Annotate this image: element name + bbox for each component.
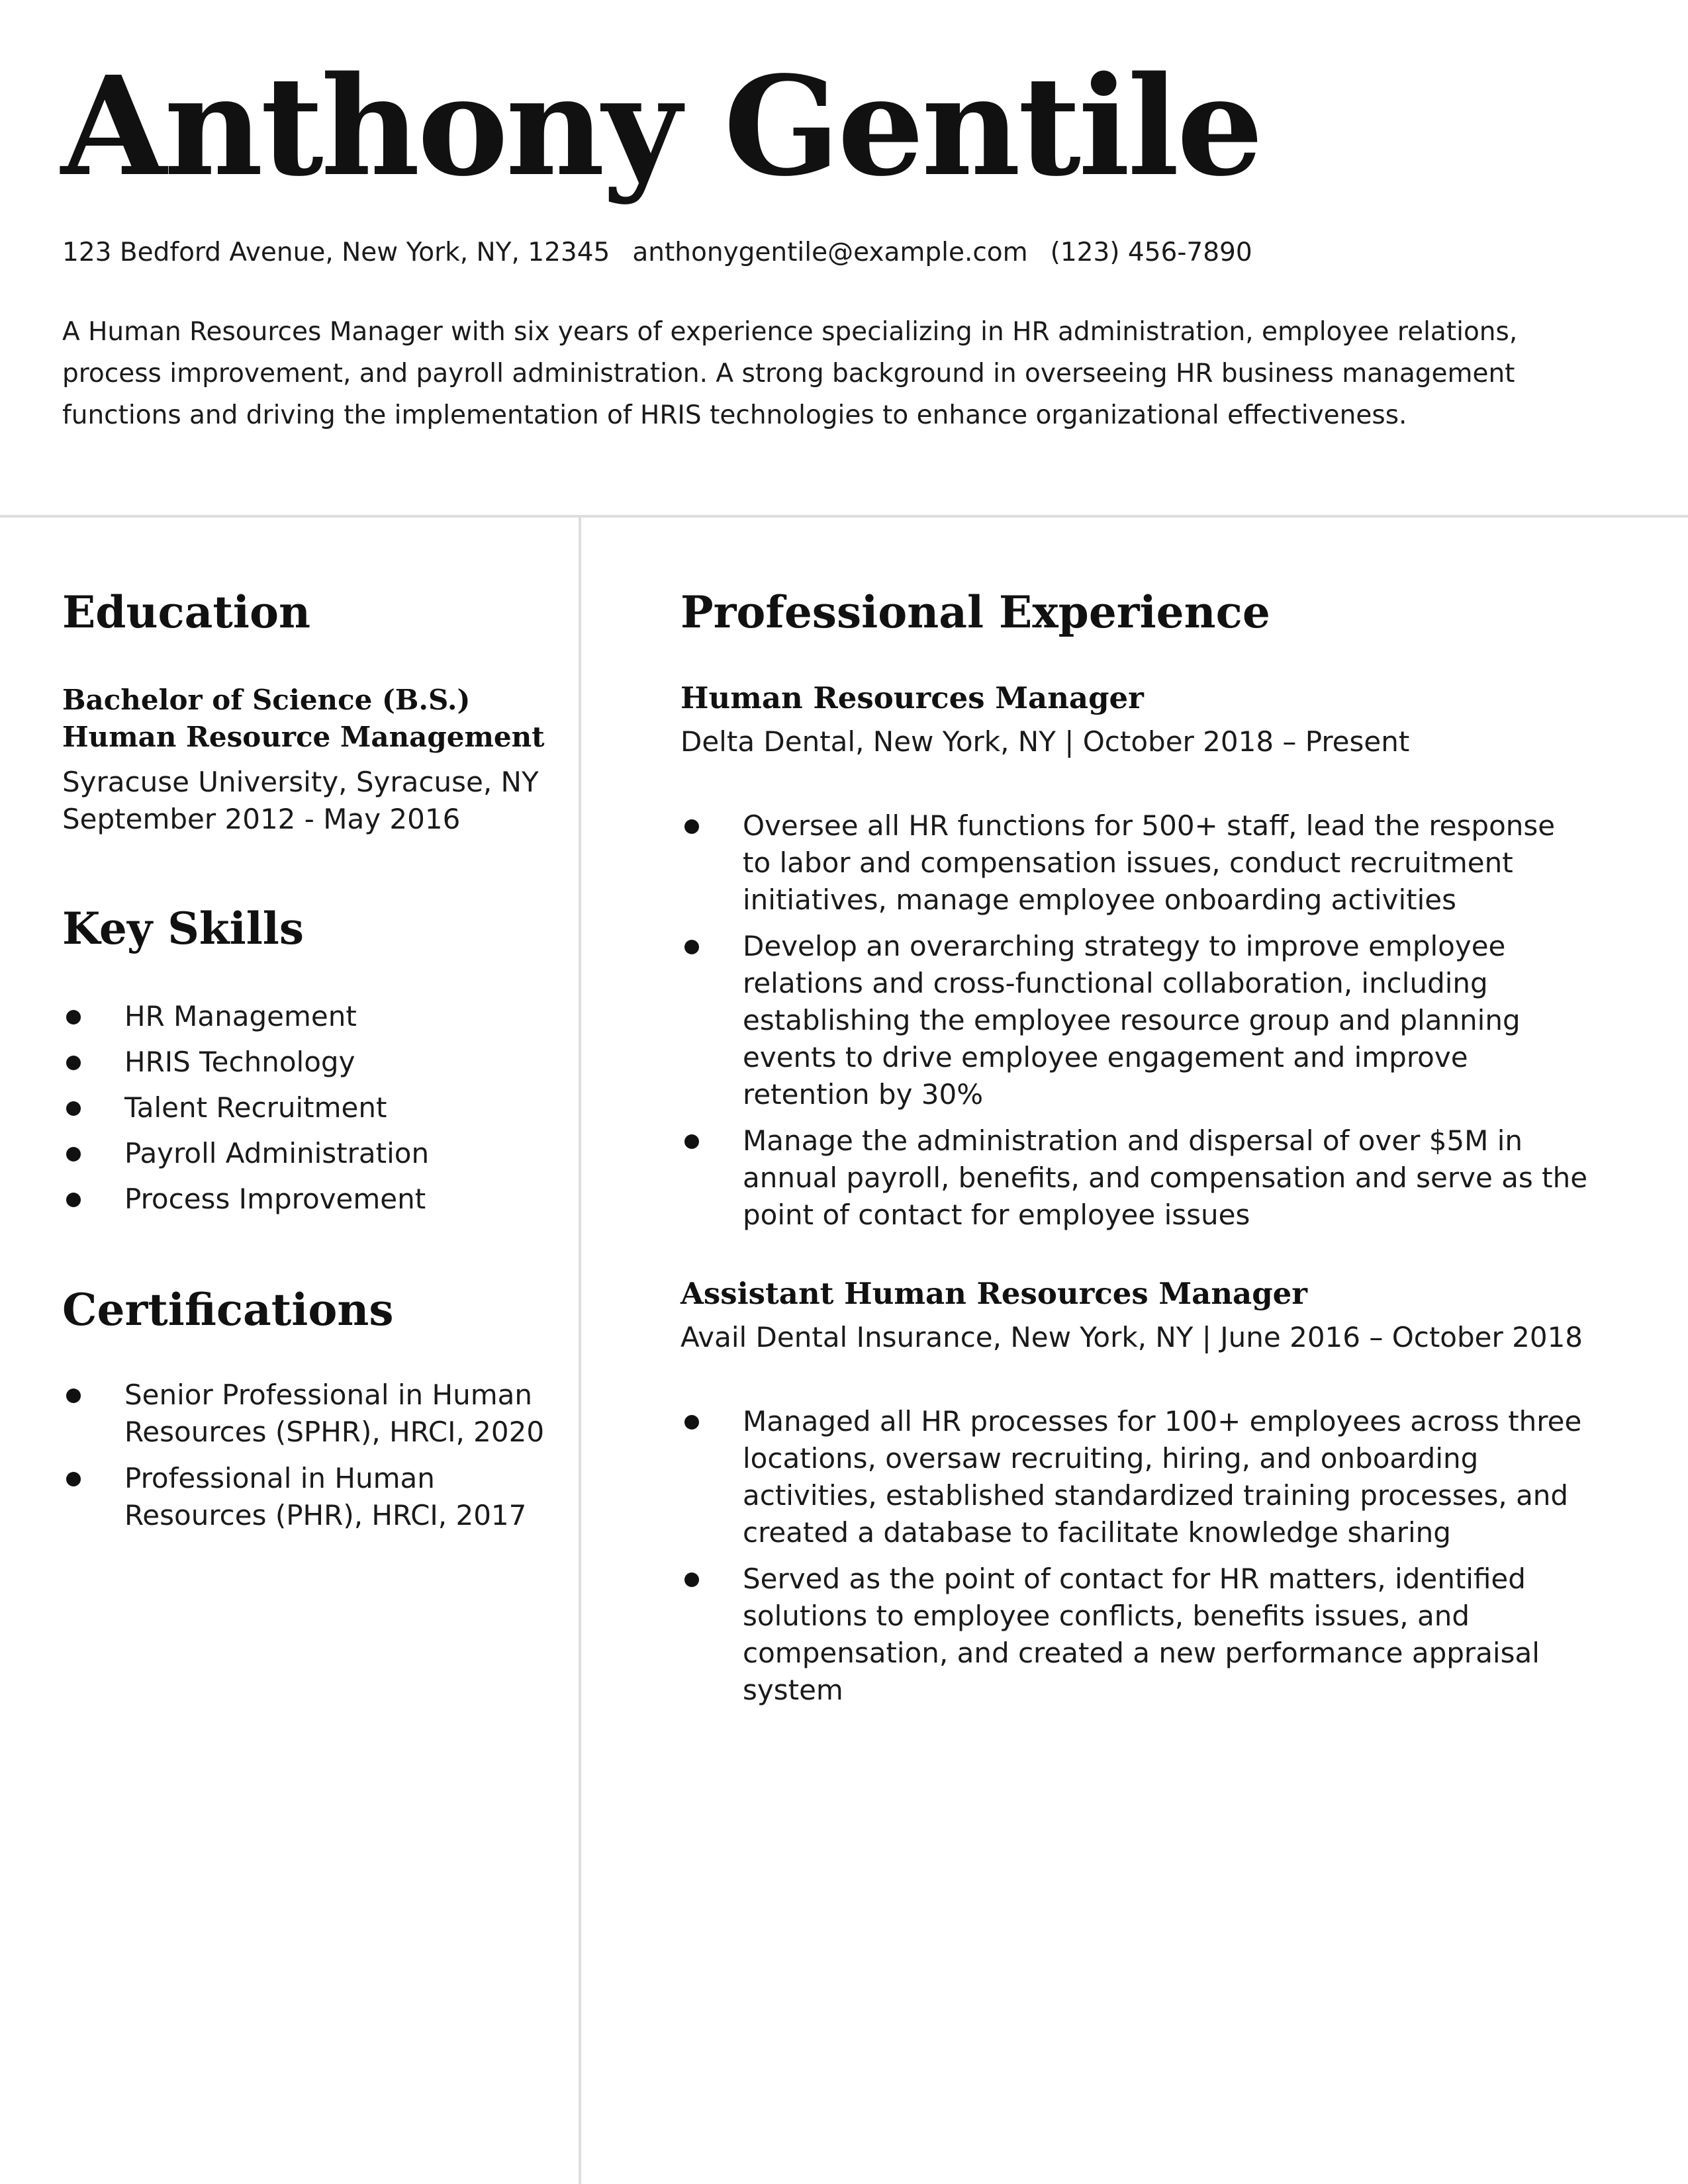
bullet-text: Develop an overarching strategy to improve employee [743,930,1506,962]
bullet-icon [66,1193,81,1207]
skill-label: HRIS Technology [124,1046,355,1078]
horizontal-divider [0,515,1688,518]
bullet-icon [684,940,699,954]
bullet-text: system [743,1674,843,1706]
certifications-heading: Certifications [62,1284,394,1336]
resume-name: Anthony Gentile [61,46,1261,206]
bullet-text: Manage the administration and dispersal of over $5M in [743,1124,1523,1157]
skill-label: HR Management [124,1000,357,1032]
bullet-text: point of contact for employee issues [743,1199,1250,1231]
bullet-text: compensation, and created a new performance appraisal [743,1637,1540,1669]
job-entry [680,679,1634,1234]
vertical-divider [579,518,581,2184]
job-bullet [680,928,1634,1113]
bullet-icon [684,1415,699,1430]
bullet-text: locations, oversaw recruiting, hiring, and onboarding [743,1442,1479,1475]
right-column [680,582,1634,1718]
contact-email: anthonygentile@example.com [632,238,1028,267]
job-bullet [680,1403,1634,1551]
job-entry [680,1275,1634,1709]
bullet-text: Managed all HR processes for 100+ employees across three [743,1405,1582,1437]
bullet-text: Served as the point of contact for HR matters, identified [743,1563,1526,1595]
degree-major: Human Resource Management [62,721,545,753]
certification-text: Resources (SPHR), HRCI, 2020 [124,1416,545,1448]
skill-item [62,1135,552,1172]
summary-line: A Human Resources Manager with six years of experience specializing in HR administration, employee relations, [62,317,1518,347]
summary-line: process improvement, and payroll administration. A strong background in overseeing HR business management [62,359,1515,388]
bullet-text: solutions to employee conflicts, benefits issues, and [743,1600,1470,1632]
bullet-icon [66,1147,81,1161]
job-bullet [680,1561,1634,1709]
skill-label: Payroll Administration [124,1137,430,1169]
bullet-text: activities, established standardized training processes, and [743,1479,1569,1512]
bullet-icon [66,1010,81,1024]
certification-text: Professional in Human [124,1462,435,1494]
job-title: Human Resources Manager [680,680,1144,715]
bullet-text: Oversee all HR functions for 500+ staff, lead the response [743,809,1556,842]
bullet-text: retention by 30% [743,1078,984,1111]
job-meta: Delta Dental, New York, NY | October 2018 – Present [680,725,1410,758]
job-bullet [680,1122,1634,1234]
bullet-text: relations and cross-functional collaboration, including [743,967,1488,999]
certifications-list [62,1377,552,1534]
certification-text: Resources (PHR), HRCI, 2017 [124,1499,527,1531]
skills-list [62,998,552,1218]
bullet-icon [684,819,699,834]
school-name: Syracuse University, Syracuse, NY [62,766,539,798]
job-meta: Avail Dental Insurance, New York, NY | June 2016 – October 2018 [680,1321,1583,1353]
bullet-text: establishing the employee resource group and planning [743,1004,1521,1036]
bullet-text: created a database to facilitate knowledge sharing [743,1516,1451,1549]
job-bullets [680,1403,1634,1709]
job-title: Assistant Human Resources Manager [680,1276,1307,1311]
certification-item [62,1460,552,1534]
summary-line: functions and driving the implementation of HRIS technologies to enhance organizational effectiveness. [62,400,1407,430]
skill-item [62,998,552,1035]
bullet-icon [66,1472,81,1486]
bullet-text: to labor and compensation issues, conduct recruitment [743,846,1513,879]
bullet-icon [66,1101,81,1116]
degree-name: Bachelor of Science (B.S.) [62,684,471,716]
contact-info [62,236,1275,270]
experience-heading: Professional Experience [680,586,1270,638]
job-bullet [680,807,1634,919]
bullet-text: events to drive employee engagement and improve [743,1041,1468,1073]
bullet-icon [66,1388,81,1403]
job-bullets [680,807,1634,1234]
skill-item [62,1181,552,1218]
bullet-icon [66,1056,81,1070]
bullet-text: initiatives, manage employee onboarding activities [743,884,1457,916]
bullet-text: annual payroll, benefits, and compensation and serve as the [743,1161,1588,1194]
skill-item [62,1044,552,1081]
certifications-section [62,1280,552,1534]
contact-phone: (123) 456-7890 [1050,238,1252,267]
bullet-icon [684,1572,699,1587]
education-dates: September 2012 - May 2016 [62,803,461,835]
bullet-icon [684,1134,699,1149]
contact-address: 123 Bedford Avenue, New York, NY, 12345 [62,238,610,267]
skills-section [62,899,552,1218]
skill-label: Process Improvement [124,1183,426,1215]
left-column [62,582,552,1543]
skill-item [62,1089,552,1126]
certification-item [62,1377,552,1451]
education-section [62,582,552,838]
skills-heading: Key Skills [62,903,304,954]
degree-line [62,682,552,756]
education-heading: Education [62,586,310,638]
skill-label: Talent Recruitment [124,1091,387,1124]
summary [62,311,1585,436]
certification-text: Senior Professional in Human [124,1379,532,1411]
